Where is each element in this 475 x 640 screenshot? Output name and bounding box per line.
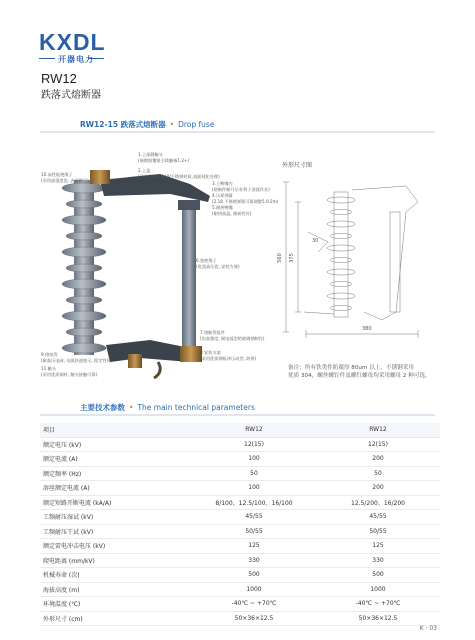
dim-30-label: 30	[312, 238, 319, 244]
param-value-cell: 1000	[316, 582, 440, 597]
callout-9-desc: (耐高压电网, 电弧快速熄灭, 稳定性好)	[41, 357, 113, 363]
dimension-drawing-title: 外形尺寸图	[282, 162, 313, 169]
callout-9-title: 9.熔丝管	[41, 352, 58, 357]
table-header-item: 项目	[40, 423, 192, 437]
param-value-cell: -40℃ ~ +70℃	[192, 597, 316, 612]
param-value-cell: 125	[192, 539, 316, 554]
callout-1-title: 1.上部静触头	[138, 152, 163, 157]
callout-8-title: 8.安装支架	[200, 350, 221, 355]
callout-10	[41, 172, 89, 183]
param-value-cell: 50/55	[192, 524, 316, 539]
table-header-rw12-b: RW12	[316, 423, 440, 437]
section-title-en: Drop fuse	[178, 120, 215, 129]
callout-5	[212, 205, 251, 216]
param-name-cell: 额定雷电冲击电压 (kV)	[40, 539, 192, 554]
param-value-cell: 12(15)	[316, 437, 440, 452]
table-row	[40, 510, 440, 525]
table-row	[40, 524, 440, 539]
param-value-cell: 50	[316, 466, 440, 481]
param-value-cell: 12.5/200、16/200	[316, 495, 440, 510]
callout-7-title: 7.熔断管组件	[200, 330, 225, 335]
section2-separator: •	[129, 403, 134, 412]
section-title-technical-parameters	[80, 402, 255, 413]
callout-7-desc: (由高强度, 耐电弧型的玻璃钢制作)	[200, 335, 265, 341]
callout-3-title: 3.上鸭嘴壳	[212, 181, 233, 186]
callout-2-title: 2.上盖	[138, 168, 151, 173]
callout-4	[212, 193, 278, 204]
table-header-rw12-a: RW12	[192, 423, 316, 437]
dimension-drawing	[278, 172, 438, 342]
param-name-cell: 工频耐压湿试 (kV)	[40, 510, 192, 525]
param-value-cell: 200	[316, 481, 440, 496]
callout-4-desc: (2.18 不锈钢弹簧可靠调整5.0.2m)	[212, 198, 279, 204]
section-divider	[40, 131, 435, 133]
note-line-2: 优质 304，螺丝螺钉件及螺钉螺母均采用螺母 2 种可选。	[288, 373, 431, 379]
section-title-cn: RW12-15 跌落式熔断器	[80, 120, 166, 129]
section-title-drop-fuse	[80, 119, 214, 130]
callout-6	[196, 258, 240, 269]
table-row	[40, 597, 440, 612]
callout-6-desc: (优质高压瓷, 安装方便)	[196, 263, 240, 269]
callout-11	[41, 366, 97, 377]
param-name-cell: 额定频率 (Hz)	[40, 466, 192, 481]
param-name-cell: 海拔高度 (m)	[40, 582, 192, 597]
param-name-cell: 溶丝额定电流 (A)	[40, 481, 192, 496]
param-name-cell: 额定电流 (A)	[40, 452, 192, 467]
param-name-cell: 机械寿命 (次)	[40, 568, 192, 583]
callout-6-title: 6.瓷绝缘子	[196, 258, 217, 263]
param-value-cell: 500	[192, 568, 316, 583]
dimension-note	[288, 364, 438, 380]
fuse-tube	[182, 204, 196, 354]
table-row	[40, 481, 440, 496]
callout-3-desc: (熔断件断开后有利于消弧作业)	[212, 186, 270, 192]
brand-subtitle: 开器电力	[58, 55, 94, 64]
page-number: K · 03	[419, 625, 437, 632]
param-value-cell: 100	[192, 481, 316, 496]
param-value-cell: 200	[316, 452, 440, 467]
param-value-cell: 50×36×12.5	[316, 611, 440, 626]
callout-10-desc: (采用高强度瓷, 表面釉层)	[41, 177, 89, 183]
section-separator: •	[169, 120, 175, 129]
logo-divider	[39, 58, 55, 59]
table-row	[40, 437, 440, 452]
table-row	[40, 611, 440, 626]
param-value-cell: -40℃ ~ +70℃	[316, 597, 440, 612]
param-name-cell: 环境温度 (℃)	[40, 597, 192, 612]
callout-5-desc: (耐热高温, 耐候性好)	[212, 210, 252, 216]
dim-380-label: 380	[362, 326, 372, 332]
param-value-cell: 45/55	[192, 510, 316, 525]
product-name: 跌落式熔断器	[41, 90, 101, 101]
param-value-cell: 8/100、12.5/100、16/100	[192, 495, 316, 510]
callout-2-desc: (采用优质防腐UV不锈钢材质,表面钝化处理)	[138, 173, 220, 179]
param-name-cell: 爬电距离 (mm/kV)	[40, 553, 192, 568]
callout-1-desc: (铜镀银覆银引线触指1.2+)	[138, 157, 190, 163]
table-row	[40, 568, 440, 583]
param-name-cell: 工频耐压干试 (kV)	[40, 524, 192, 539]
section2-divider	[40, 414, 435, 416]
param-value-cell: 330	[192, 553, 316, 568]
callout-11-desc: (采用优质铜材, 触头接触可靠)	[41, 371, 98, 377]
note-line-1: 备注：所有铁类件防腐厚 80um 以上，不锈钢采用	[288, 365, 414, 371]
param-value-cell: 50/55	[316, 524, 440, 539]
callout-11-title: 11.触头	[41, 366, 57, 371]
technical-parameters-table	[40, 423, 440, 626]
callout-2	[138, 168, 220, 179]
dim-375-label: 375	[288, 253, 295, 263]
section2-title-en: The main technical parameters	[137, 403, 255, 412]
param-value-cell: 50	[192, 466, 316, 481]
param-value-cell: 125	[316, 539, 440, 554]
insulator-stack	[62, 180, 106, 355]
param-value-cell: 330	[316, 553, 440, 568]
callout-9	[41, 352, 112, 363]
table-row	[40, 495, 440, 510]
table-row	[40, 452, 440, 467]
brand-logo: KXDL	[39, 29, 106, 55]
param-value-cell: 500	[316, 568, 440, 583]
param-value-cell: 1000	[192, 582, 316, 597]
param-value-cell: 45/55	[316, 510, 440, 525]
table-row	[40, 553, 440, 568]
param-name-cell: 额定电压 (kV)	[40, 437, 192, 452]
param-name-cell: 额定短路开断电流 (kA/A)	[40, 495, 192, 510]
section2-title-cn: 主要技术参数	[80, 403, 125, 412]
table-header-row	[40, 423, 440, 437]
callout-10-title: 10.高性能绝缘子	[41, 172, 73, 177]
callout-3	[212, 181, 270, 192]
param-value-cell: 12(15)	[192, 437, 316, 452]
callout-4-title: 4.压紧弹簧	[212, 193, 233, 198]
callout-8-desc: (采用优质钢板冲压成型, 防锈)	[200, 355, 257, 361]
product-model: RW12	[41, 71, 77, 86]
param-name-cell: 外形尺寸 (cm)	[40, 611, 192, 626]
callout-8	[200, 350, 256, 361]
callout-7	[200, 330, 265, 341]
callout-5-title: 5.耐热鸭嘴	[212, 205, 233, 210]
param-value-cell: 100	[192, 452, 316, 467]
dim-560-label: 560	[276, 253, 283, 263]
table-row	[40, 466, 440, 481]
table-row	[40, 539, 440, 554]
param-value-cell: 50×36×12.5	[192, 611, 316, 626]
table-row	[40, 582, 440, 597]
callout-1	[138, 152, 189, 163]
